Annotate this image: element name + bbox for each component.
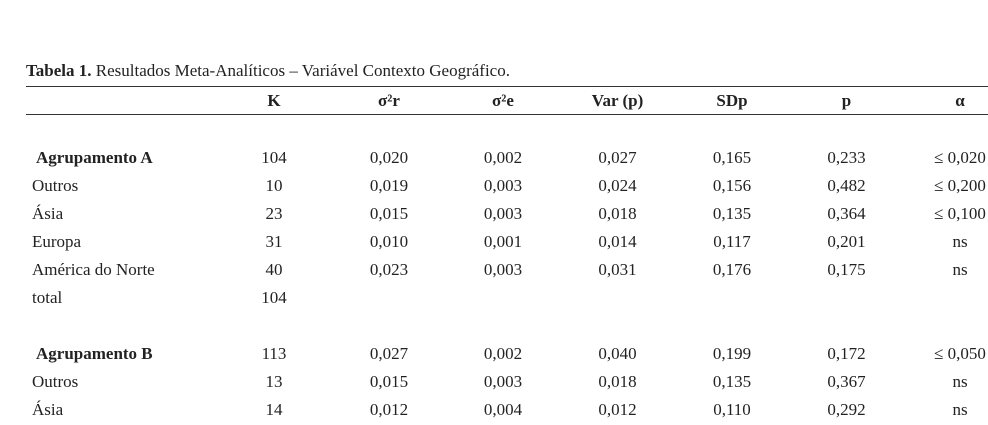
table-cell: 0,027: [598, 148, 637, 167]
table-cell: 0,027: [369, 344, 409, 363]
table-cell: 0,003: [483, 204, 523, 223]
table-cell: 10: [265, 176, 283, 195]
table-cell: ≤ 0,020: [934, 148, 986, 167]
row-label: Agrupamento A: [36, 148, 153, 167]
caption-text: Resultados Meta-Analíticos – Variável Contexto Geográfico.: [95, 61, 510, 80]
header-cell-alpha: α: [955, 91, 965, 110]
table-cell: 0,003: [483, 260, 523, 279]
row-label: Outros: [32, 372, 79, 391]
table-cell: ns: [952, 232, 968, 251]
header-cell-varp: Var (p): [591, 91, 644, 110]
results-table: [26, 87, 988, 424]
table-cell: ≤ 0,050: [934, 344, 986, 363]
table-cell: 0,292: [827, 400, 866, 419]
table-cell: 104: [261, 288, 287, 307]
header-cell-s2r: σ²r: [378, 91, 400, 110]
table-row: [26, 200, 988, 228]
row-label: Outros: [32, 176, 79, 195]
table-cell: 0,004: [483, 400, 523, 419]
header-cell-sdp: SDp: [716, 91, 748, 110]
table-row-group-b: [26, 340, 988, 368]
caption-label: Tabela 1.: [26, 61, 92, 80]
table-cell: 0,015: [369, 372, 409, 391]
table-cell: 13: [265, 372, 283, 391]
table-row: [26, 396, 988, 424]
table-cell: 0,135: [712, 204, 752, 223]
table-row: [26, 228, 988, 256]
header-cell-k: K: [267, 91, 281, 110]
table-cell: ≤ 0,200: [934, 176, 986, 195]
table-cell: 0,014: [598, 232, 637, 251]
table-cell: 113: [261, 344, 287, 363]
spacer-row: [26, 312, 988, 340]
table-row: [26, 368, 988, 396]
header-cell-s2e: σ²e: [492, 91, 514, 110]
table-cell: [332, 284, 446, 312]
table-cell: 0,364: [827, 204, 866, 223]
table-cell: 104: [261, 148, 287, 167]
row-label: Ásia: [32, 400, 64, 419]
table-row: [26, 256, 988, 284]
table-cell: 0,233: [827, 148, 866, 167]
table-cell: [560, 284, 675, 312]
table-cell: 0,367: [827, 372, 866, 391]
table-cell: 0,024: [598, 176, 637, 195]
table-cell: [904, 284, 988, 312]
table-row-group-a: [26, 144, 988, 172]
table-cell: [446, 284, 560, 312]
row-label: Agrupamento B: [36, 344, 153, 363]
table-cell: [675, 284, 789, 312]
table-cell: 0,019: [369, 176, 409, 195]
spacer-row: [26, 114, 988, 144]
table-cell: 23: [265, 204, 283, 223]
table-cell: [789, 284, 904, 312]
table-cell: 0,003: [483, 372, 523, 391]
table-cell: 0,117: [713, 232, 751, 251]
table-cell: 0,012: [369, 400, 409, 419]
table-cell: 0,199: [712, 344, 752, 363]
table-cell: 0,165: [712, 148, 752, 167]
table-cell: 0,110: [713, 400, 751, 419]
header-cell-p: p: [841, 91, 852, 110]
table-cell: 0,001: [483, 232, 523, 251]
table-cell: 0,002: [483, 344, 523, 363]
table-cell: ns: [952, 400, 968, 419]
table-cell: 0,031: [598, 260, 637, 279]
table-cell: 0,012: [598, 400, 637, 419]
table-cell: 40: [265, 260, 283, 279]
table-cell: 0,135: [712, 372, 752, 391]
table-cell: 0,023: [369, 260, 409, 279]
table-cell: 0,018: [598, 372, 637, 391]
row-label: total: [32, 288, 63, 307]
table-cell: 0,156: [712, 176, 752, 195]
table-cell: 0,482: [827, 176, 866, 195]
table-row: [26, 172, 988, 200]
table-cell: 0,176: [712, 260, 752, 279]
table-cell: 0,175: [827, 260, 866, 279]
table-cell: ns: [952, 260, 968, 279]
table-cell: ns: [952, 372, 968, 391]
table-cell: 0,201: [827, 232, 866, 251]
row-label: Europa: [32, 232, 82, 251]
header-cell: [26, 87, 216, 114]
table-cell: 0,172: [827, 344, 866, 363]
header-row: [26, 87, 988, 114]
table-cell: 0,003: [483, 176, 523, 195]
table-cell: 14: [265, 400, 283, 419]
table-cell: 0,018: [598, 204, 637, 223]
table-cell: 0,040: [598, 344, 637, 363]
table-row-total: [26, 284, 988, 312]
table-caption: [26, 61, 510, 81]
table-cell: 0,015: [369, 204, 409, 223]
row-label: Ásia: [32, 204, 64, 223]
table-cell: ≤ 0,100: [934, 204, 986, 223]
table-cell: 0,020: [369, 148, 409, 167]
table-cell: 0,010: [369, 232, 409, 251]
table-cell: 31: [265, 232, 283, 251]
row-label: América do Norte: [32, 260, 155, 279]
table-cell: 0,002: [483, 148, 523, 167]
